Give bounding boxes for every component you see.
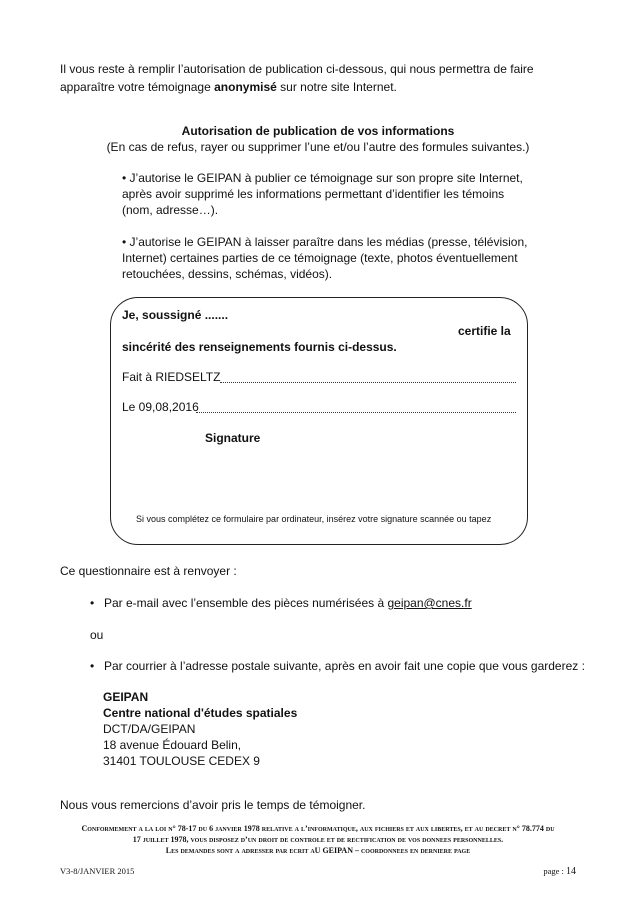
signature-area[interactable] — [122, 460, 512, 506]
bullet-dot-icon: • — [90, 659, 95, 673]
address-street: 18 avenue Édouard Belin, — [103, 738, 242, 752]
return-heading: Ce questionnaire est à renvoyer : — [60, 564, 237, 578]
signature-note: Si vous complétez ce formulaire par ordinateur, insérez votre signature scannée ou tapez — [136, 514, 492, 524]
fait-a-field[interactable] — [220, 370, 516, 383]
authorization-subtitle: (En cas de refus, rayer ou supprimer l’une et/ou l’autre des formules suivantes.) — [106, 140, 530, 154]
authorization-title: Autorisation de publication de vos informations — [181, 124, 455, 138]
legal-notice: Conformement a la loi n° 78-17 du 6 janvier 1978 relative a l’informatique, aux fichiers et aux libertes, et au decret n° 78.774 du 17 juillet 1978, vous disposez d’un droit de controle et de rectification de vos donnees personnelles. Les demandes sont a adresser par ecrit aU GEIPAN – coordonnees en derniere page — [81, 824, 555, 855]
mail-instruction: Par courrier à l’adresse postale suivante, après en avoir fait une copie que vous garderez : — [104, 659, 585, 673]
or-text: ou — [90, 628, 104, 642]
authorization-bullet-media: • J’autorise le GEIPAN à laisser paraître dans les médias (presse, télévision, Internet) certaines parties de ce témoignage (texte, photos éventuellement retouchées, dessins, schémas, vidéos). — [122, 235, 528, 281]
version-label: V3-8/JANVIER 2015 — [60, 866, 135, 876]
certifie-text: certifie la — [458, 324, 511, 338]
email-link[interactable]: geipan@cnes.fr — [387, 596, 472, 610]
soussigne-line[interactable]: Je, soussigné ....... — [122, 308, 229, 322]
postal-address — [103, 689, 297, 769]
address-name: GEIPAN — [103, 690, 149, 704]
address-dept: DCT/DA/GEIPAN — [103, 722, 196, 736]
signature-label: Signature — [205, 431, 261, 445]
address-org: Centre national d'études spatiales — [103, 706, 298, 720]
page-number: page : 14 — [543, 866, 576, 877]
authorization-bullet-site: • J’autorise le GEIPAN à publier ce témoignage sur son propre site Internet, après avoir supprimé les informations permettant d’identifier les témoins (nom, adresse…). — [122, 171, 523, 217]
address-city: 31401 TOULOUSE CEDEX 9 — [103, 754, 260, 768]
date-label: Le 09,08,2016 — [122, 400, 199, 414]
anonymise-emphasis: anonymisé — [214, 80, 277, 94]
sincerite-text: sincérité des renseignements fournis ci-dessus. — [122, 340, 397, 354]
date-field[interactable] — [196, 400, 516, 413]
bullet-dot-icon: • — [90, 596, 95, 610]
email-instruction: Par e-mail avec l’ensemble des pièces numérisées à geipan@cnes.fr — [104, 596, 472, 610]
thanks-text: Nous vous remercions d’avoir pris le temps de témoigner. — [60, 798, 366, 812]
fait-a-label: Fait à RIEDSELTZ — [122, 370, 221, 384]
intro-paragraph: Il vous reste à remplir l’autorisation de publication ci-dessous, qui nous permettra de faire apparaître votre témoignage anonymisé sur notre site Internet. — [60, 62, 534, 94]
